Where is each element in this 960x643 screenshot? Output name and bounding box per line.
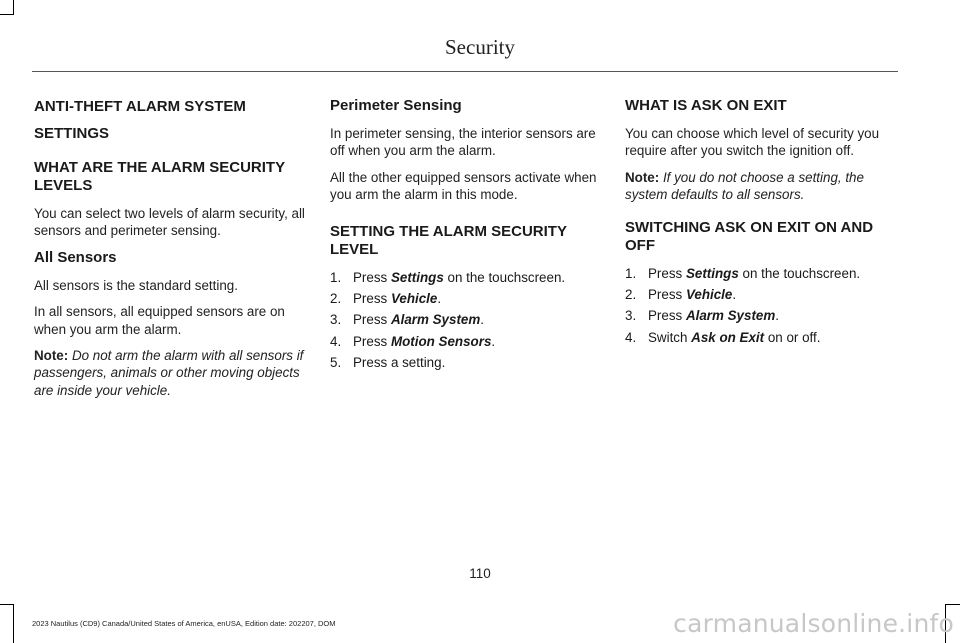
list-item: 2. Press Vehicle. [625,287,737,303]
heading-anti-theft: ANTI-THEFT ALARM SYSTEM [34,98,246,115]
column-3 [625,97,897,350]
intro-paragraph: You can select two levels of alarm security, all sensors and perimeter sensing. [34,206,305,239]
crop-mark [0,14,13,15]
column-2 [330,97,602,376]
subheading-perimeter-sensing: Perimeter Sensing [330,97,462,114]
note-text: If you do not choose a setting, the system defaults to all sensors. [625,169,864,203]
column-1 [34,97,306,408]
page-title: Security [445,35,515,59]
list-item: 4. Press Motion Sensors. [330,333,496,349]
crop-mark [0,604,13,605]
steps-list [625,265,897,347]
section-heading-switching-ask-on-exit: SWITCHING ASK ON EXIT ON AND OFF [625,218,874,254]
heading-settings: SETTINGS [34,125,110,142]
crop-mark [13,0,14,15]
header-divider [32,71,898,72]
section-heading-alarm-levels: WHAT ARE THE ALARM SECURITY LEVELS [34,159,285,194]
watermark: carmanualsonline.info [673,609,954,638]
paragraph-perimeter-1: In perimeter sensing, the interior sensors are off when you arm the alarm. [330,126,596,159]
list-item: 4. Switch Ask on Exit on or off. [625,329,821,345]
list-item: 5. Press a setting. [330,355,446,371]
note [625,169,897,204]
crop-mark [13,604,14,643]
note-text: Do not arm the alarm with all sensors if passengers, animals or other moving objects are inside your vehicle. [34,348,304,398]
crop-mark [945,604,960,605]
paragraph-standard-setting: All sensors is the standard setting. [34,277,238,293]
paragraph-all-sensors: In all sensors, all equipped sensors are on when you arm the alarm. [34,304,285,337]
list-item: 3. Press Alarm System. [330,312,485,328]
paragraph-perimeter-2: All the other equipped sensors activate when you arm the alarm in this mode. [330,169,597,203]
note-label: Note: [625,169,660,185]
note-label: Note: [34,348,69,364]
note [34,347,306,399]
edition-footer: 2023 Nautilus (CD9) Canada/United States of America, enUSA, Edition date: 202207, DOM [32,619,336,628]
paragraph-ask-on-exit: You can choose which level of security you require after you switch the ignition off. [625,126,880,159]
section-heading-ask-on-exit: WHAT IS ASK ON EXIT [625,97,787,114]
list-item: 2. Press Vehicle. [330,291,442,307]
section-heading-setting-level: SETTING THE ALARM SECURITY LEVEL [330,222,567,258]
subheading-all-sensors: All Sensors [34,248,117,266]
list-item: 1. Press Settings on the touchscreen. [625,265,861,281]
list-item: 3. Press Alarm System. [625,308,780,324]
page-number: 110 [469,566,491,581]
list-item: 1. Press Settings on the touchscreen. [330,269,566,285]
steps-list [330,269,602,372]
